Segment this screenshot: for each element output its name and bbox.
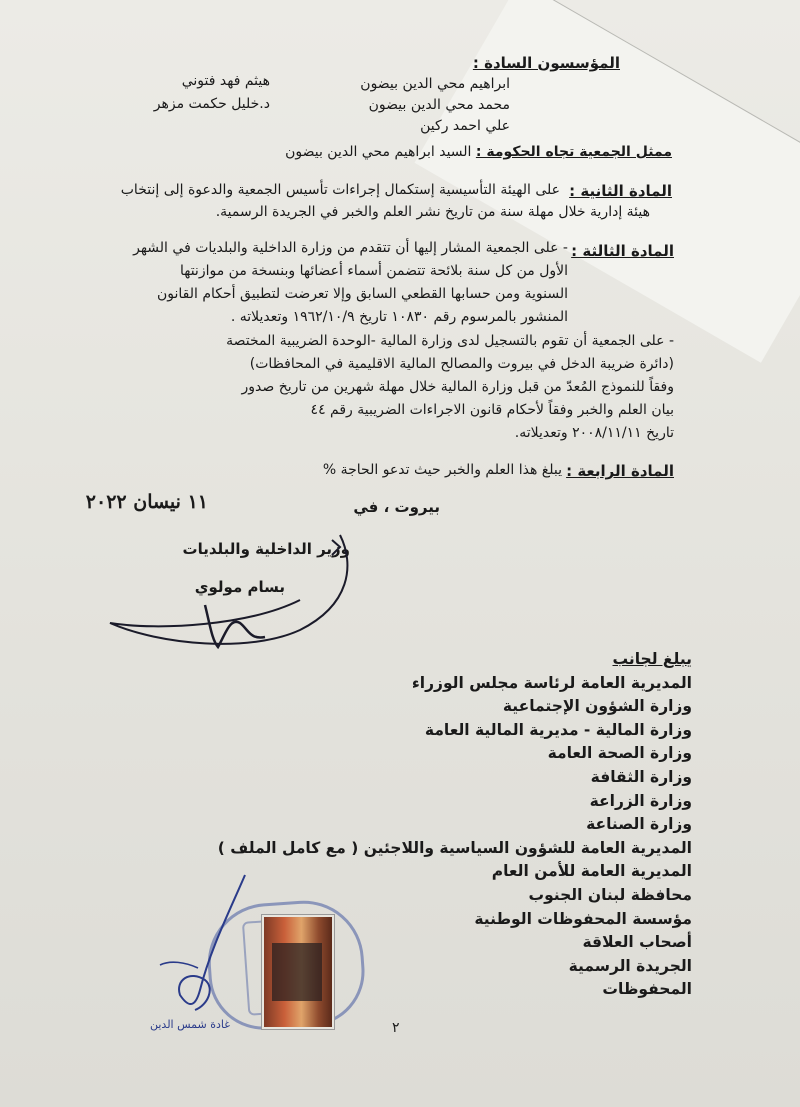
article3-p2-line-1: - على الجمعية أن تقوم بالتسجيل لدى وزارة المالية -الوحدة الضريبية المختصة — [226, 333, 674, 349]
copies-item: مؤسسة المحفوظات الوطنية — [474, 909, 692, 928]
article3-p2-line-2: (دائرة ضريبة الدخل في بيروت والمصالح المالية الاقليمية في المحافظات) — [249, 356, 674, 372]
copies-item: وزارة الصناعة — [586, 815, 692, 834]
founder-5: د.خليل حكمت مزهر — [153, 96, 270, 112]
copies-item: وزارة الثقافة — [590, 767, 692, 786]
place: بيروت ، في — [353, 498, 440, 516]
article4-text: يبلغ هذا العلم والخبر حيث تدعو الحاجة % — [322, 462, 562, 478]
article2-line-2: هيئة إدارية خلال مهلة سنة من تاريخ نشر العلم والخبر في الجريدة الرسمية. — [215, 204, 650, 220]
representative-row — [285, 144, 672, 160]
signatory-name: بسام مولوي — [194, 578, 285, 596]
article3-p1-line-4: المنشور بالمرسوم رقم ١٠٨٣٠ تاريخ ١٩٦٢/١٠/٩ وتعديلاته . — [230, 309, 568, 325]
copies-heading: يبلغ لجانب — [612, 650, 692, 668]
article3-p2-line-3: وفقاً للنموذج المُعدّ من قبل وزارة المالية خلال مهلة شهرين من تاريخ صدور — [241, 379, 674, 395]
copies-item: المديرية العامة للشؤون السياسية واللاجئين ( مع كامل الملف ) — [217, 838, 692, 857]
article3-p1-line-1: - على الجمعية المشار إليها أن تتقدم من وزارة الداخلية والبلديات في الشهر — [133, 240, 568, 256]
minister-signature — [100, 505, 360, 655]
article3-p1-line-3: السنوية ومن حسابها القطعي السابق وإلا تعرضت لتطبيق أحكام القانون — [157, 286, 568, 302]
article3-p2-line-4: بيان العلم والخبر وفقاً لأحكام قانون الاجراءات الضريبية رقم ٤٤ — [310, 402, 674, 418]
date: ١١ نيسان ٢٠٢٢ — [85, 491, 208, 513]
copies-item: المديرية العامة للأمن العام — [491, 862, 692, 881]
founder-2: محمد محي الدين بيضون — [368, 97, 510, 113]
article3-p2-line-5: تاريخ ٢٠٠٨/١١/١١ وتعديلاته. — [514, 425, 674, 441]
signatory-title: وزير الداخلية والبلديات — [182, 540, 350, 558]
representative-label: ممثل الجمعية تجاه الحكومة : — [475, 144, 672, 160]
copies-item: المديرية العامة لرئاسة مجلس الوزراء — [411, 673, 692, 692]
copies-item: وزارة المالية - مديرية المالية العامة — [424, 720, 692, 739]
fiscal-stamp-band — [272, 943, 322, 1001]
article4-label: المادة الرابعة : — [566, 462, 674, 480]
copies-item: محافظة لبنان الجنوب — [528, 885, 692, 904]
article2-label: المادة الثانية : — [569, 182, 672, 200]
fiscal-stamp — [262, 915, 334, 1029]
copies-item: المحفوظات — [602, 980, 692, 999]
clerk-signature — [150, 870, 260, 1030]
copies-item: وزارة الزراعة — [589, 791, 692, 810]
page-number: ٢ — [392, 1020, 400, 1036]
article3-label: المادة الثالثة : — [571, 242, 674, 260]
article2-line-1: على الهيئة التأسيسية إستكمال إجراءات تأسيس الجمعية والدعوة إلى إنتخاب — [120, 182, 560, 198]
copies-item: وزارة الصحة العامة — [547, 744, 692, 763]
founder-3: علي احمد ركين — [420, 118, 510, 134]
representative-name: السيد ابراهيم محي الدين بيضون — [285, 144, 472, 160]
founder-4: هيثم فهد فتوني — [181, 73, 270, 89]
clerk-name: غادة شمس الدين — [150, 1018, 230, 1031]
founders-heading: المؤسسون السادة : — [472, 54, 620, 72]
copies-item: أصحاب العلاقة — [582, 933, 692, 952]
founder-1: ابراهيم محي الدين بيضون — [360, 76, 510, 92]
copies-item: وزارة الشؤون الإجتماعية — [502, 697, 692, 716]
copies-item: الجريدة الرسمية — [568, 956, 692, 975]
article3-p1-line-2: الأول من كل سنة بلائحة تتضمن أسماء أعضائها وبنسخة من موازنتها — [179, 263, 568, 279]
